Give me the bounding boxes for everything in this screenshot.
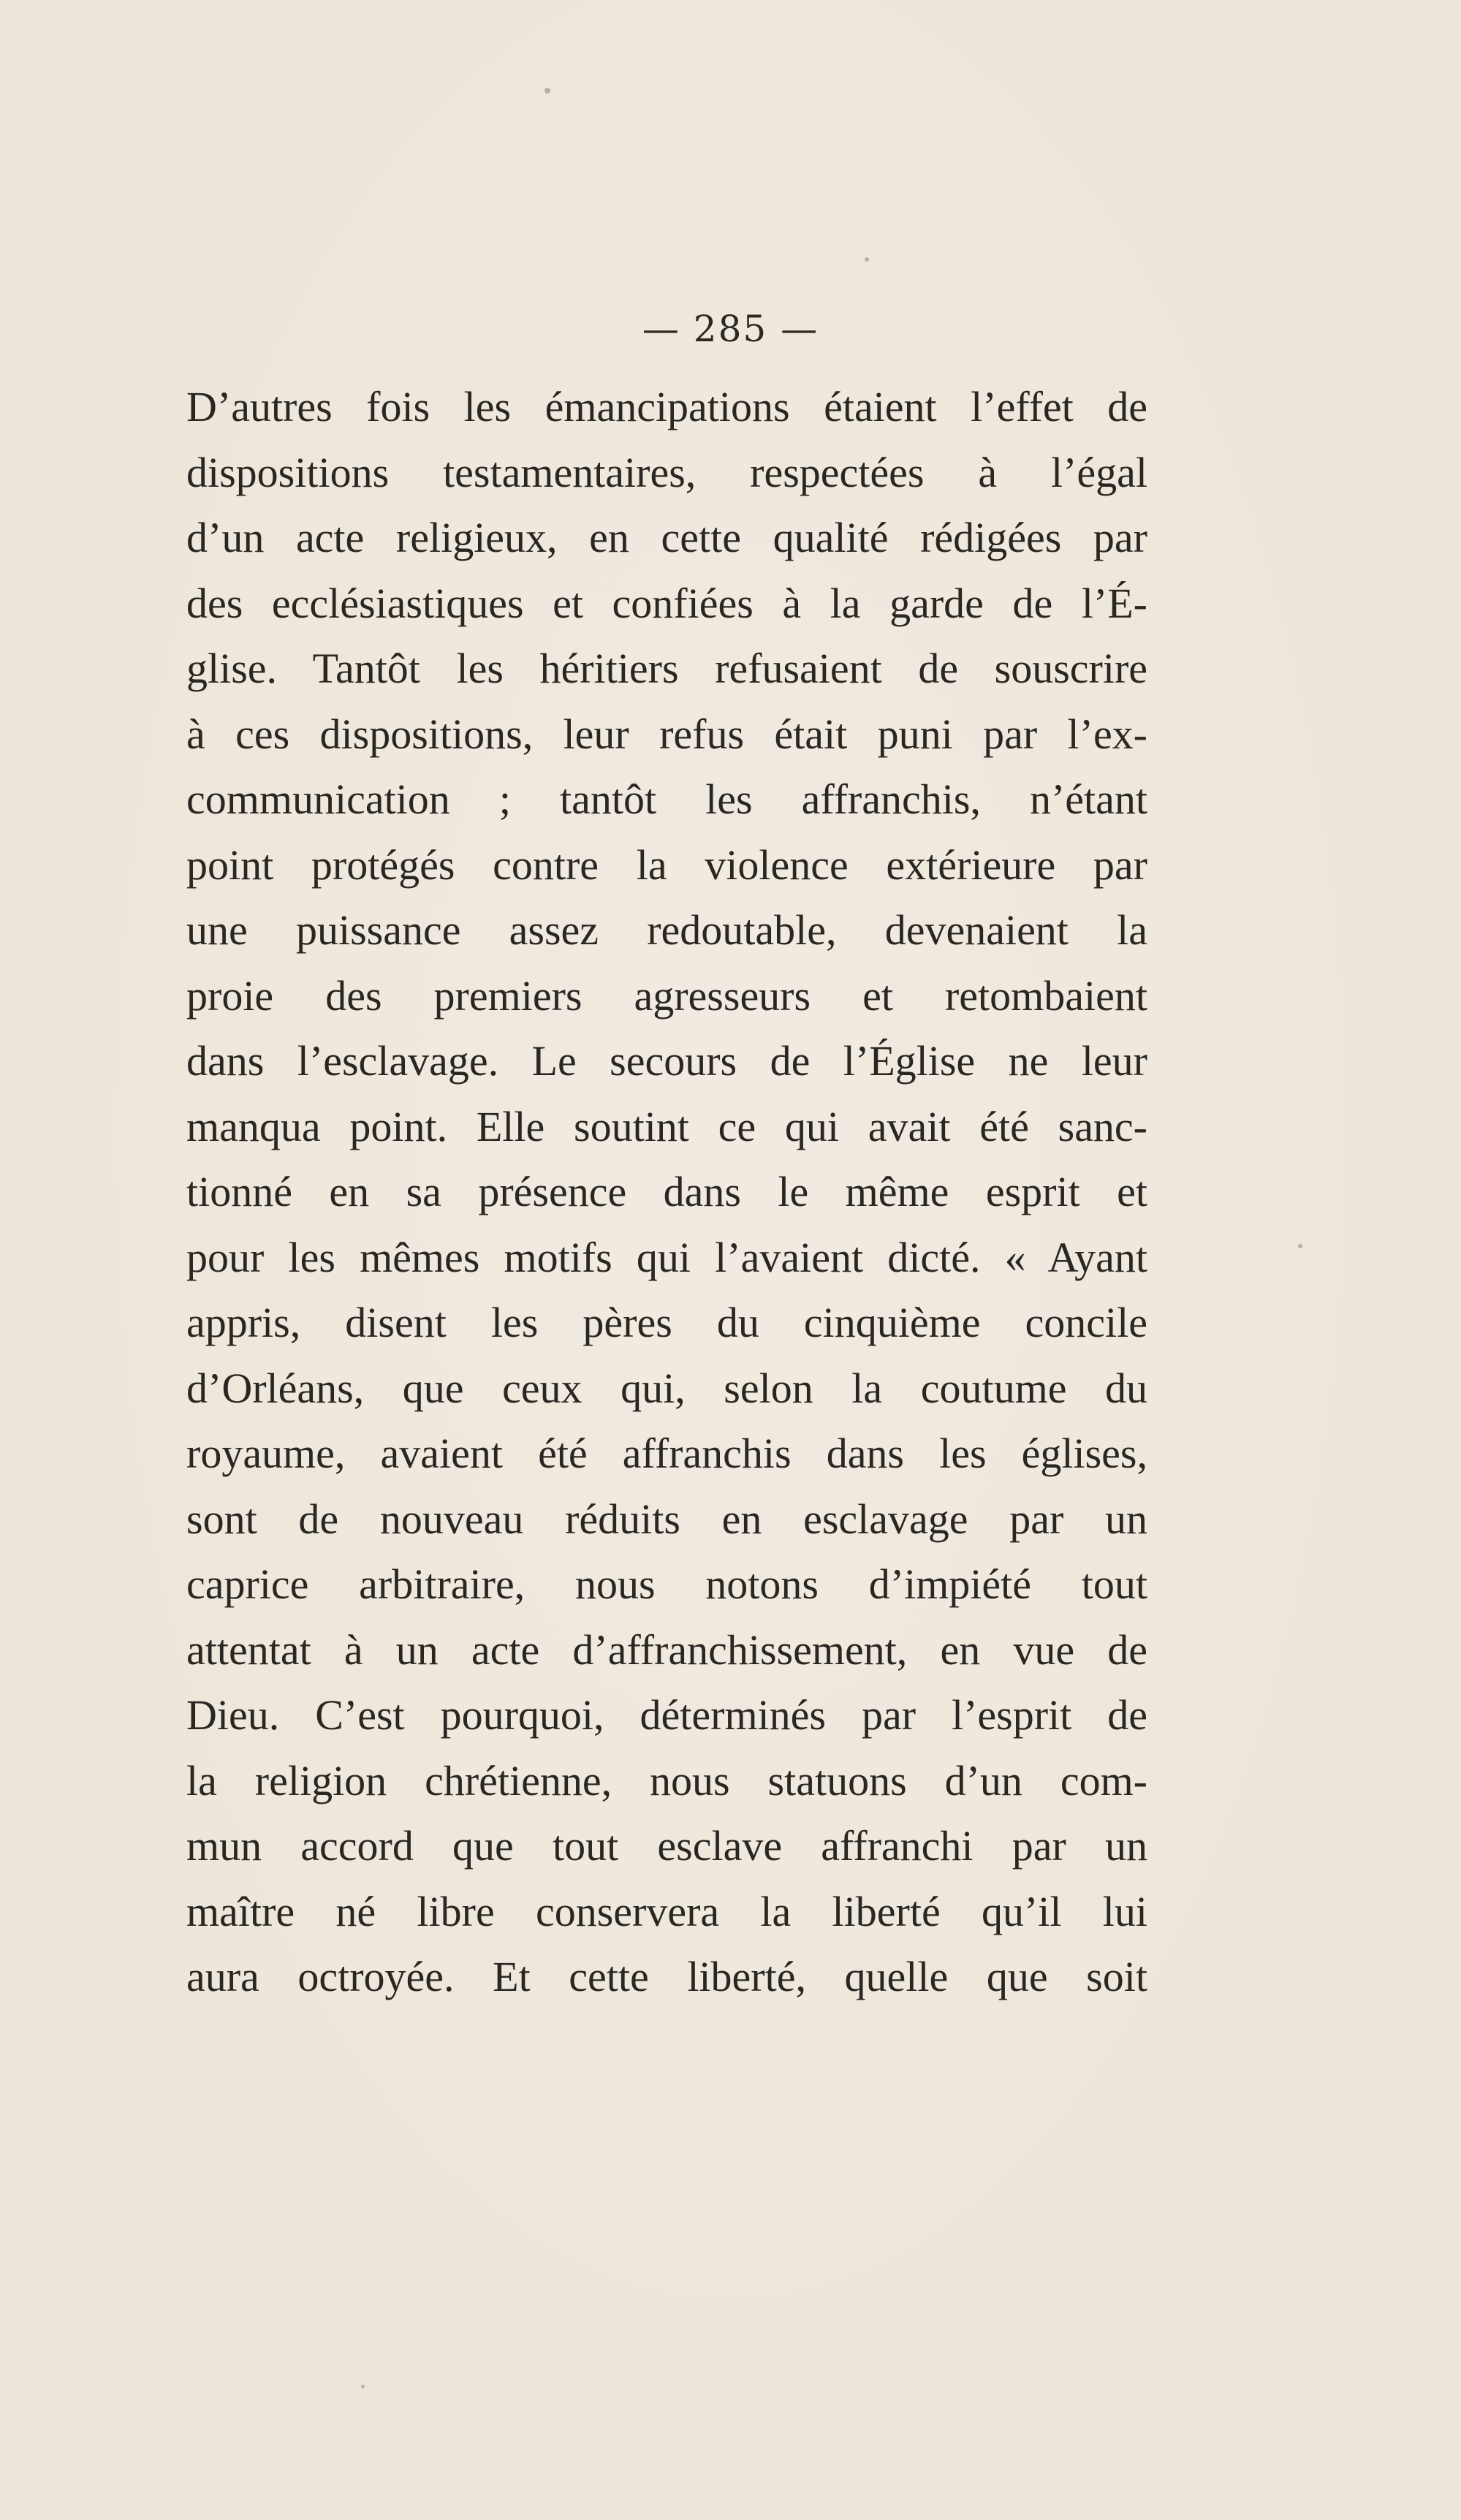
text-line: pour les mêmes motifs qui l’avaient dicté. « Ayant — [186, 1233, 1147, 1281]
text-line: mun accord que tout esclave affranchi par un — [186, 1822, 1147, 1870]
text-line: maître né libre conservera la liberté qu’il lui — [186, 1887, 1147, 1935]
text-line: manqua point. Elle soutint ce qui avait été sanc- — [186, 1102, 1147, 1150]
text-line: la religion chrétienne, nous statuons d’un com- — [186, 1756, 1147, 1804]
text-line: dans l’esclavage. Le secours de l’Église ne leur — [186, 1037, 1147, 1085]
text-line: tionné en sa présence dans le même esprit et — [186, 1168, 1147, 1215]
text-line: royaume, avaient été affranchis dans les églises, — [186, 1430, 1147, 1477]
text-line: d’Orléans, que ceux qui, selon la coutume du — [186, 1364, 1147, 1412]
text-line: Dieu. C’est pourquoi, déterminés par l’esprit de — [186, 1691, 1147, 1739]
text-line: point protégés contre la violence extérieure par — [186, 840, 1147, 889]
text-line: à ces dispositions, leur refus était puni par l’ex- — [186, 710, 1147, 758]
text-line: d’un acte religieux, en cette qualité rédigées par — [186, 514, 1147, 561]
paper-speck — [361, 2385, 365, 2388]
paper-speck — [544, 88, 550, 94]
text-line: appris, disent les pères du cinquième concile — [186, 1299, 1147, 1346]
text-line: des ecclésiastiques et confiées à la garde de l’É- — [186, 579, 1147, 627]
paper-speck — [865, 257, 869, 262]
text-line: glise. Tantôt les héritiers refusaient de souscrire — [186, 645, 1147, 692]
page-number: — 285 — — [642, 308, 819, 350]
text-line: une puissance assez redoutable, devenaient la — [186, 906, 1147, 954]
text-line: dispositions testamentaires, respectées à l’égal — [186, 448, 1147, 496]
text-line: proie des premiers agresseurs et retombaient — [186, 971, 1147, 1020]
text-line: aura octroyée. Et cette liberté, quelle que soit — [186, 1953, 1147, 2000]
text-line: communication ; tantôt les affranchis, n’étant — [186, 775, 1147, 823]
text-line: caprice arbitraire, nous notons d’impiété tout — [186, 1560, 1147, 1608]
body-paragraph — [186, 374, 1147, 2010]
text-line: sont de nouveau réduits en esclavage par un — [186, 1495, 1147, 1543]
text-line: attentat à un acte d’affranchissement, en vue de — [186, 1625, 1147, 1674]
text-line: D’autres fois les émancipations étaient l’effet de — [186, 383, 1147, 430]
paper-speck — [1298, 1244, 1302, 1248]
